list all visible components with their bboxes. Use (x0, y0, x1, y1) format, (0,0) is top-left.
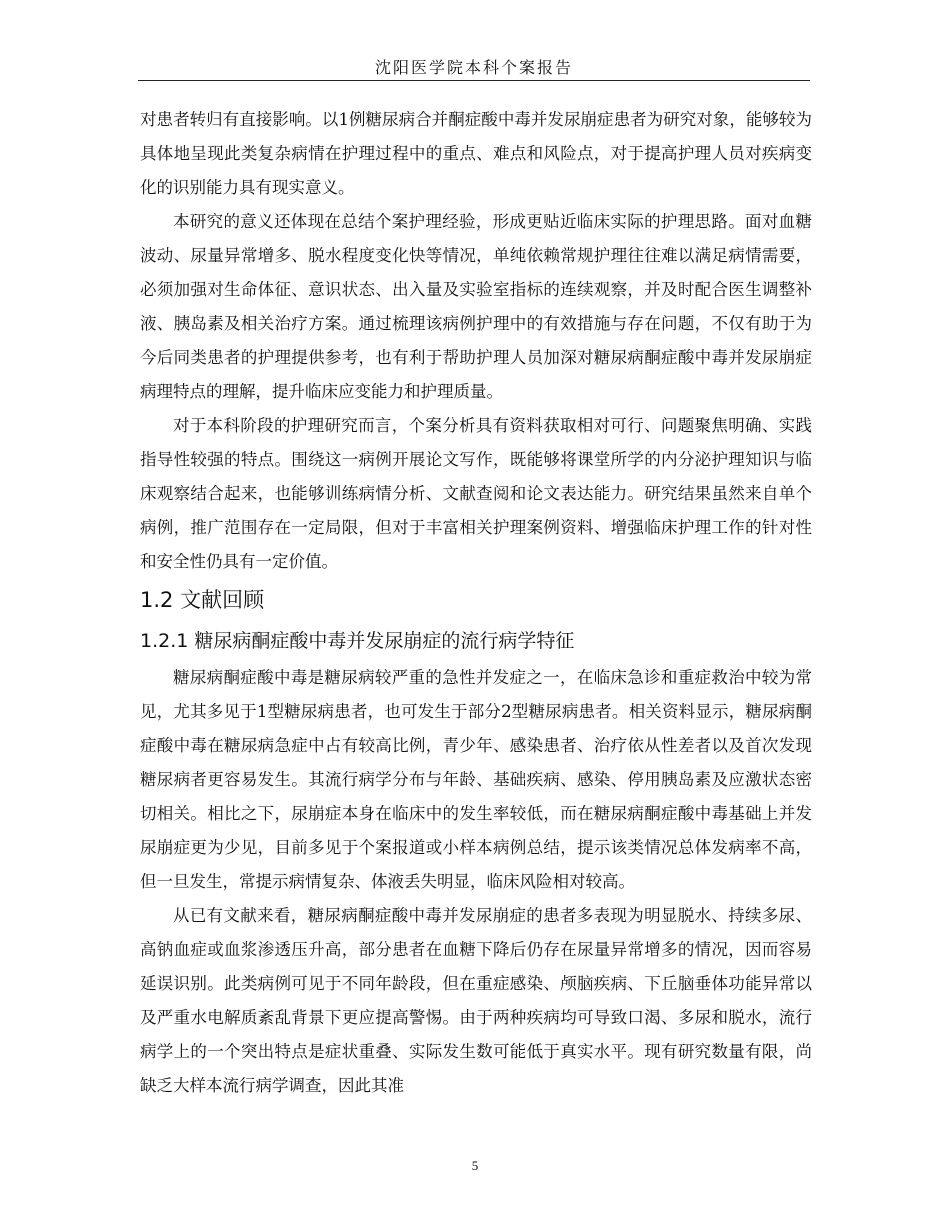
page-header (138, 52, 810, 81)
page-number: 5 (471, 1158, 479, 1173)
paragraph-4: 糖尿病酮症酸中毒是糖尿病较严重的急性并发症之一，在临床急诊和重症救治中较为常见，尤其多见于1型糖尿病患者，也可发生于部分2型糖尿病患者。相关资料显示，糖尿病酮症酸中毒在糖尿病急症中占有较高比例，青少年、感染患者、治疗依从性差者以及首次发现糖尿病者更容易发生。其流行病学分布与年龄、基础疾病、感染、停用胰岛素及应激状态密切相关。相比之下，尿崩症本身在临床中的发生率较低，而在糖尿病酮症酸中毒基础上并发尿崩症更为少见，目前多见于个案报道或小样本病例总结，提示该类情况总体发病率不高，但一旦发生，常提示病情复杂、体液丢失明显，临床风险相对较高。 (140, 668, 812, 891)
paragraph-5: 从已有文献来看，糖尿病酮症酸中毒并发尿崩症的患者多表现为明显脱水、持续多尿、高钠血症或血浆渗透压升高，部分患者在血糖下降后仍存在尿量异常增多的情况，因而容易延误识别。此类病例可见于不同年龄段，但在重症感染、颅脑疾病、下丘脑垂体功能异常以及严重水电解质紊乱背景下更应提高警惕。由于两种疾病均可导致口渴、多尿和脱水，流行病学上的一个突出特点是症状重叠、实际发生数可能低于真实水平。现有研究数量有限，尚缺乏大样本流行病学调查，因此其准 (140, 906, 812, 1095)
paragraph-3: 对于本科阶段的护理研究而言，个案分析具有资料获取相对可行、问题聚焦明确、实践指导性较强的特点。围绕这一病例开展论文写作，既能够将课堂所学的内分泌护理知识与临床观察结合起来，也能够训练病情分析、文献查阅和论文表达能力。研究结果虽然来自单个病例，推广范围存在一定局限，但对于丰富相关护理案例资料、增强临床护理工作的针对性和安全性仍具有一定价值。 (140, 416, 812, 571)
section-heading: 1.2 文献回顾 (140, 588, 265, 612)
paragraph-1: 对患者转归有直接影响。以1例糖尿病合并酮症酸中毒并发尿崩症患者为研究对象，能够较为具体地呈现此类复杂病情在护理过程中的重点、难点和风险点，对于提高护理人员对疾病变化的识别能力具有现实意义。 (140, 110, 812, 197)
document-body (140, 103, 812, 1103)
subsection-heading: 1.2.1 糖尿病酮症酸中毒并发尿崩症的流行病学特征 (140, 630, 575, 652)
paragraph-2: 本研究的意义还体现在总结个案护理经验，形成更贴近临床实际的护理思路。面对血糖波动、尿量异常增多、脱水程度变化快等情况，单纯依赖常规护理往往难以满足病情需要，必须加强对生命体征、意识状态、出入量及实验室指标的连续观察，并及时配合医生调整补液、胰岛素及相关治疗方案。通过梳理该病例护理中的有效措施与存在问题，不仅有助于为今后同类患者的护理提供参考，也有利于帮助护理人员加深对糖尿病酮症酸中毒并发尿崩症病理特点的理解，提升临床应变能力和护理质量。 (140, 212, 812, 401)
header-title: 沈阳医学院本科个案报告 (374, 58, 573, 77)
